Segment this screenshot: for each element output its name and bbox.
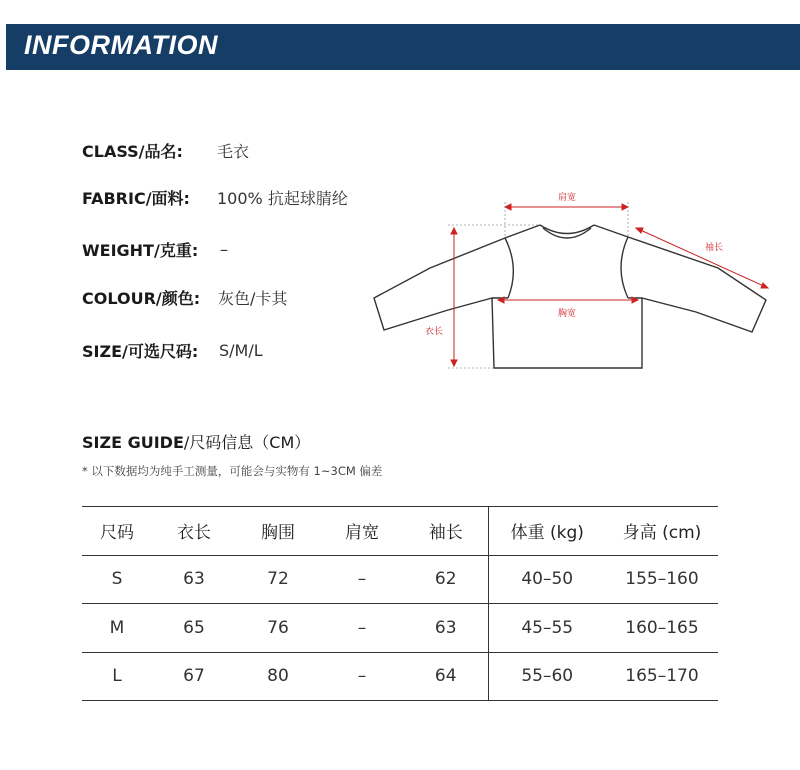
info-row-colour	[82, 285, 288, 309]
chest-label: 胸宽	[557, 309, 577, 319]
section-title: INFORMATION	[24, 30, 218, 60]
info-label: CLASS/品名:	[82, 141, 183, 161]
table-header-row	[82, 507, 718, 556]
info-label: SIZE/可选尺码:	[82, 341, 199, 361]
table-cell: S	[111, 569, 123, 590]
arrow-icon	[622, 204, 628, 210]
table-header: 袖长	[428, 523, 463, 544]
table-cell: –	[357, 617, 367, 638]
size-table	[82, 506, 718, 701]
size-guide-title-bold: SIZE GUIDE	[82, 433, 184, 452]
length-label: 衣长	[424, 327, 444, 337]
table-cell: 80	[267, 666, 289, 687]
info-value: 毛衣	[217, 141, 250, 161]
table-cell: 155–160	[625, 569, 699, 590]
table-header: 胸围	[261, 523, 295, 544]
arrow-icon	[636, 228, 643, 233]
shoulder-label: 肩宽	[557, 193, 577, 203]
table-header: 肩宽	[345, 523, 379, 544]
table-cell: 55–60	[488, 652, 606, 701]
arrow-icon	[451, 228, 457, 234]
table-header: 体重 (kg)	[488, 507, 606, 556]
info-row-size	[82, 338, 263, 362]
info-value: 灰色/卡其	[218, 288, 288, 308]
info-value: 100% 抗起球腈纶	[217, 188, 348, 208]
size-guide-title-rest: /尺码信息（CM）	[183, 433, 311, 452]
table-row	[82, 652, 718, 701]
sweater-measurement-diagram	[360, 180, 790, 380]
table-cell: M	[109, 617, 125, 638]
header-accent-stripe	[6, 24, 10, 70]
arrow-icon	[451, 360, 457, 366]
table-cell: 76	[267, 617, 289, 638]
table-row	[82, 604, 718, 653]
table-cell: 62	[434, 569, 457, 590]
sleeve-label: 袖长	[704, 243, 724, 253]
size-guide-title	[82, 430, 310, 453]
table-header: 身高 (cm)	[622, 523, 702, 544]
table-cell: 160–165	[625, 617, 699, 638]
table-cell: 165–170	[625, 666, 699, 687]
table-row	[82, 555, 718, 604]
info-value: S/M/L	[219, 340, 263, 360]
arrow-icon	[505, 204, 511, 210]
table-cell: 45–55	[488, 604, 606, 653]
table-header: 衣长	[177, 523, 211, 544]
info-label: FABRIC/面料:	[82, 188, 190, 208]
table-cell: –	[357, 569, 367, 590]
table-cell: 63	[434, 617, 457, 638]
size-guide-note: * 以下数据均为纯手工测量，可能会与实物有 1~3CM 偏差	[82, 464, 383, 478]
info-row-class	[82, 138, 250, 162]
info-row-fabric	[82, 185, 348, 209]
info-label: COLOUR/颜色:	[82, 288, 201, 308]
table-cell: L	[112, 666, 122, 687]
table-header: 尺码	[100, 523, 134, 544]
info-row-weight	[82, 237, 228, 261]
table-cell: –	[357, 666, 367, 687]
table-cell: 64	[434, 666, 457, 687]
table-cell: 63	[183, 569, 205, 590]
table-cell: 65	[183, 617, 205, 638]
table-cell: 67	[183, 666, 205, 687]
sleeve-measure-line	[636, 228, 768, 288]
table-cell: 72	[267, 569, 289, 590]
arrow-icon	[761, 283, 768, 288]
info-label: WEIGHT/克重:	[82, 240, 199, 260]
info-value: –	[220, 239, 228, 259]
table-cell: 40–50	[488, 555, 606, 604]
